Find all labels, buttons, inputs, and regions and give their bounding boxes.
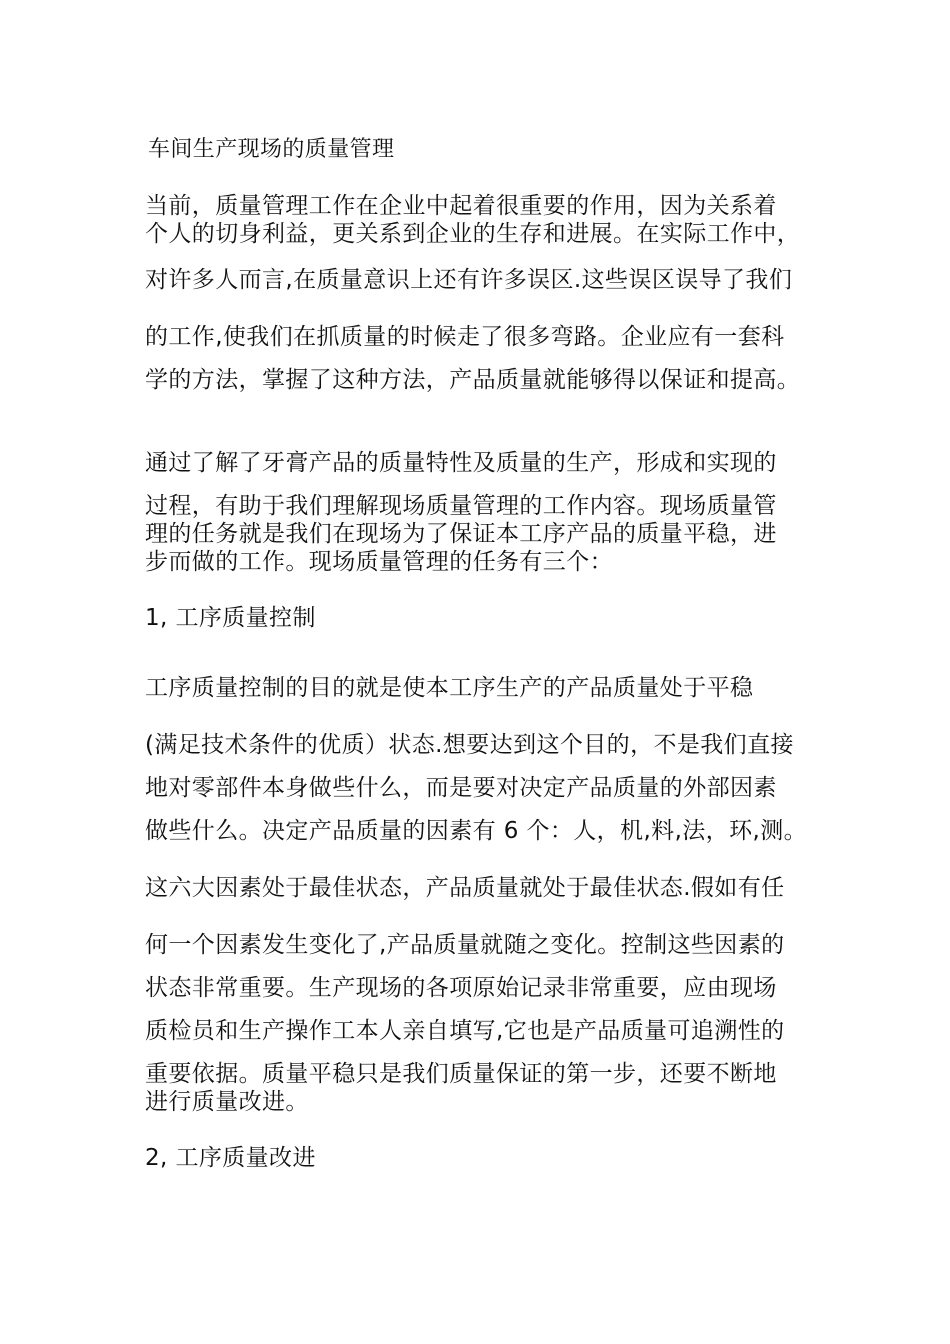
text-line: 这六大因素处于最佳状态，产品质量就处于最佳状态.假如有任 <box>145 875 785 901</box>
document-title: 车间生产现场的质量管理 <box>148 137 395 162</box>
text-line: 理的任务就是我们在现场为了保证本工序产品的质量平稳，进 <box>145 521 777 547</box>
text-line: 质检员和生产操作工本人亲自填写,它也是产品质量可追溯性的 <box>145 1018 785 1044</box>
text-line: 对许多人而言,在质量意识上还有许多误区.这些误区误导了我们 <box>145 267 793 293</box>
text-line: (满足技术条件的优质）状态.想要达到这个目的，不是我们直接 <box>145 732 794 758</box>
section-heading-process-improvement: 2, 工序质量改进 <box>145 1145 316 1171</box>
text-line: 何一个因素发生变化了,产品质量就随之变化。控制这些因素的 <box>145 932 785 958</box>
text-line: 通过了解了牙膏产品的质量特性及质量的生产，形成和实现的 <box>145 450 777 476</box>
text-line: 重要依据。质量平稳只是我们质量保证的第一步，还要不断地 <box>145 1061 777 1087</box>
text-line: 工序质量控制的目的就是使本工序生产的产品质量处于平稳 <box>145 675 754 701</box>
text-line: 进行质量改进。 <box>145 1089 309 1115</box>
text-line: 个人的切身利益，更关系到企业的生存和进展。在实际工作中， <box>145 221 801 247</box>
text-line: 做些什么。决定产品质量的因素有 6 个：人，机,料,法，环,测。 <box>145 818 807 844</box>
text-line: 的工作,使我们在抓质量的时候走了很多弯路。企业应有一套科 <box>145 324 785 350</box>
text-line: 过程，有助于我们理解现场质量管理的工作内容。现场质量管 <box>145 493 777 519</box>
section-heading-process-control: 1, 工序质量控制 <box>145 605 316 631</box>
text-line: 步而做的工作。现场质量管理的任务有三个： <box>145 549 613 575</box>
text-line: 地对零部件本身做些什么，而是要对决定产品质量的外部因素 <box>145 775 777 801</box>
text-line: 当前，质量管理工作在企业中起着很重要的作用，因为关系着 <box>145 193 777 219</box>
text-line: 学的方法，掌握了这种方法，产品质量就能够得以保证和提高。 <box>145 367 801 393</box>
text-line: 状态非常重要。生产现场的各项原始记录非常重要，应由现场 <box>145 975 777 1001</box>
